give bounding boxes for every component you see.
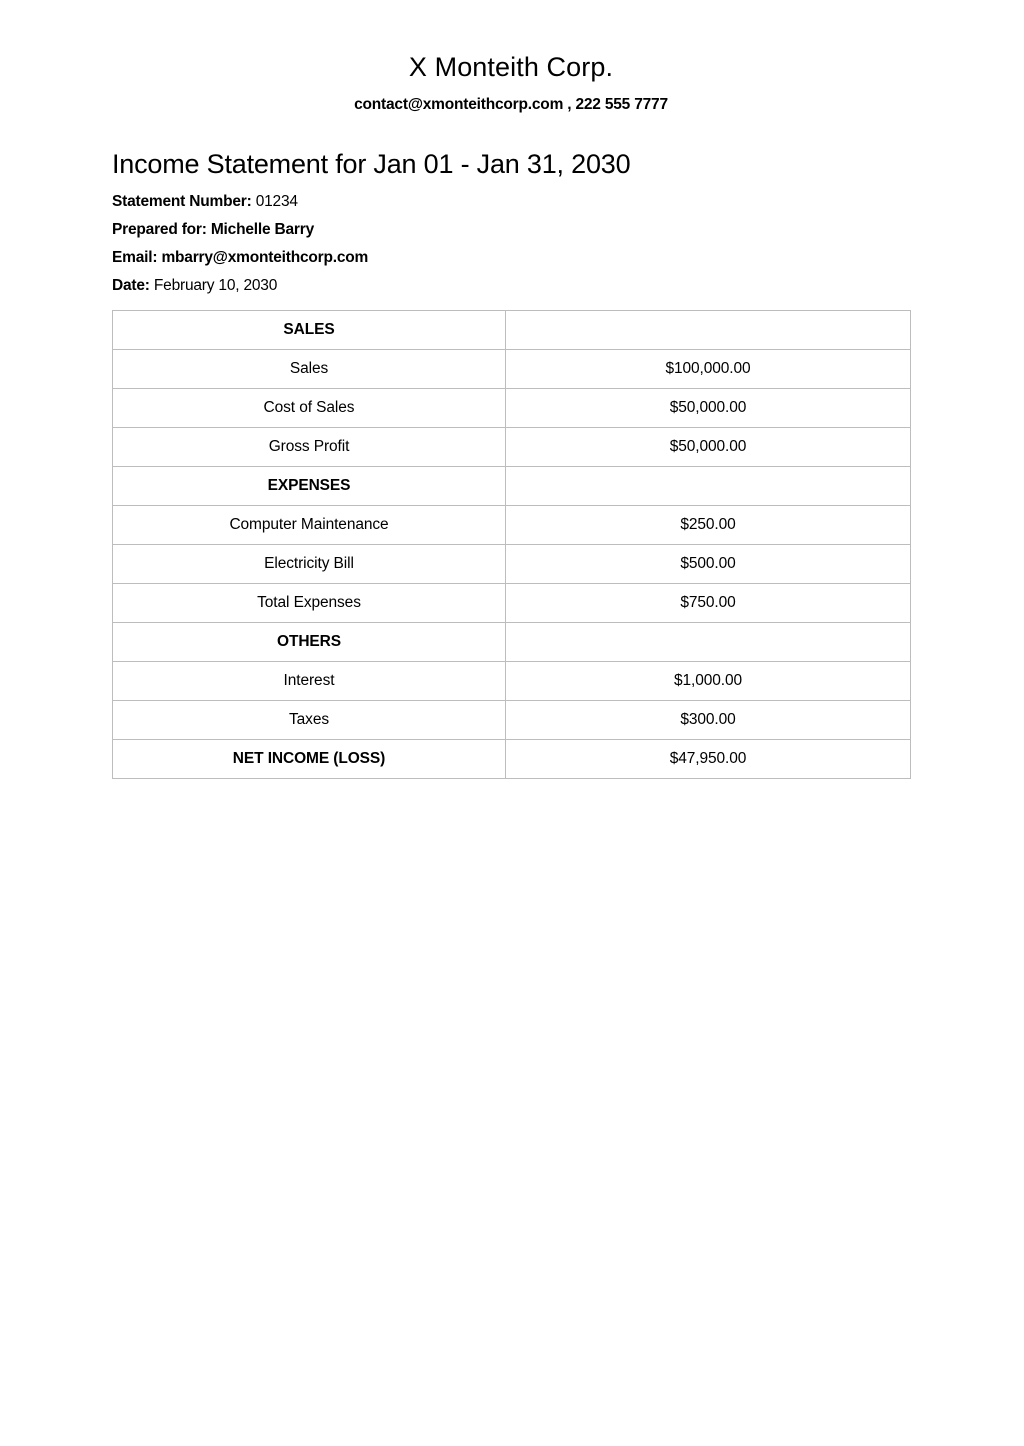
row-value (506, 623, 911, 662)
row-value: $1,000.00 (506, 662, 911, 701)
table-row-others-header (113, 623, 911, 662)
row-label: OTHERS (113, 623, 506, 662)
statement-title: Income Statement for Jan 01 - Jan 31, 2030 (112, 149, 631, 179)
statement-number-label: Statement Number: (112, 193, 252, 210)
table-row (113, 428, 911, 467)
row-label: Electricity Bill (113, 545, 506, 584)
row-value: $300.00 (506, 701, 911, 740)
row-label: Total Expenses (113, 584, 506, 623)
row-value: $750.00 (506, 584, 911, 623)
table-row-sales-header (113, 311, 911, 350)
row-value: $47,950.00 (506, 740, 911, 779)
email (112, 249, 368, 267)
row-label: SALES (113, 311, 506, 350)
statement-number (112, 193, 298, 211)
row-label: Computer Maintenance (113, 506, 506, 545)
company-name: X Monteith Corp. (408, 52, 614, 82)
table-row (113, 389, 911, 428)
row-value (506, 467, 911, 506)
row-label: Gross Profit (113, 428, 506, 467)
row-label: Taxes (113, 701, 506, 740)
table-row (113, 506, 911, 545)
prepared-for (112, 221, 314, 239)
prepared-for-label: Prepared for: (112, 221, 207, 238)
date-label: Date: (112, 277, 150, 294)
statement-number-value: 01234 (255, 193, 298, 210)
row-label: Sales (113, 350, 506, 389)
income-statement-table (112, 310, 911, 779)
row-value: $100,000.00 (506, 350, 911, 389)
table-row (113, 701, 911, 740)
row-value: $50,000.00 (506, 428, 911, 467)
table-row (113, 545, 911, 584)
date-value: February 10, 2030 (153, 277, 278, 294)
row-label: Cost of Sales (113, 389, 506, 428)
email-label: Email: (112, 249, 158, 266)
prepared-for-value: Michelle Barry (210, 221, 315, 238)
row-label: EXPENSES (113, 467, 506, 506)
table-row (113, 350, 911, 389)
company-contact: contact@xmonteithcorp.com , 222 555 7777 (354, 96, 668, 113)
table-row-net-income (113, 740, 911, 779)
table-row (113, 584, 911, 623)
row-label: NET INCOME (LOSS) (113, 740, 506, 779)
statement-date (112, 277, 277, 295)
table-row-expenses-header (113, 467, 911, 506)
email-value: mbarry@xmonteithcorp.com (161, 249, 369, 266)
row-value: $250.00 (506, 506, 911, 545)
row-value: $50,000.00 (506, 389, 911, 428)
table-row (113, 662, 911, 701)
row-value (506, 311, 911, 350)
row-value: $500.00 (506, 545, 911, 584)
row-label: Interest (113, 662, 506, 701)
